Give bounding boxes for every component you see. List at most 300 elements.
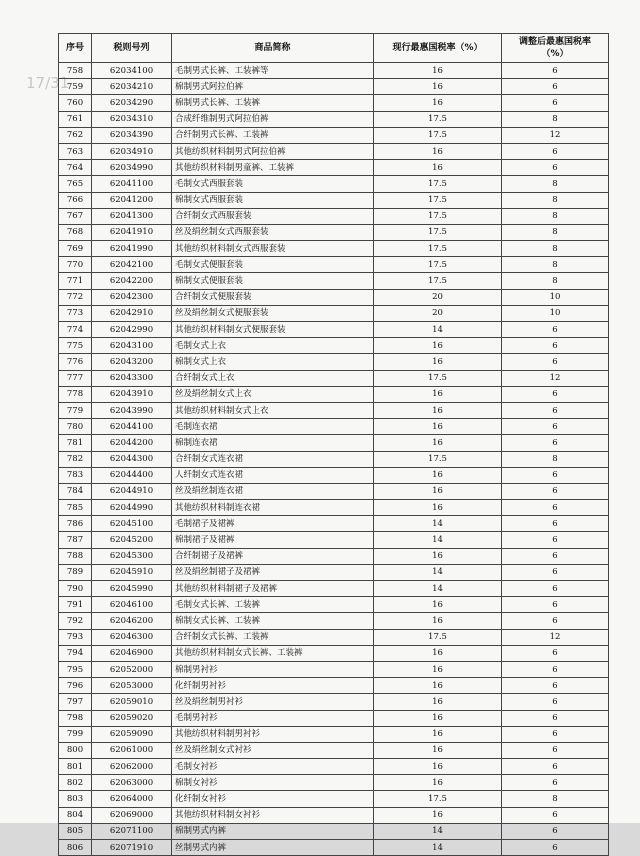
table-row (59, 79, 609, 95)
cell-adjusted-rate: 8 (502, 192, 609, 208)
cell-name: 棉制女式西服套装 (172, 192, 374, 208)
cell-seq: 773 (59, 305, 92, 321)
cell-current-rate: 16 (374, 338, 502, 354)
cell-code: 62041200 (92, 192, 172, 208)
table-row (59, 532, 609, 548)
cell-current-rate: 14 (374, 564, 502, 580)
table-row (59, 661, 609, 677)
cell-name: 人纤制女式连衣裙 (172, 467, 374, 483)
cell-seq: 760 (59, 95, 92, 111)
cell-name: 毛制男式长裤、工装裤等 (172, 63, 374, 79)
table-row (59, 840, 609, 856)
table-row (59, 710, 609, 726)
cell-adjusted-rate: 6 (502, 79, 609, 95)
cell-name: 其他纺织材料制女式上衣 (172, 402, 374, 418)
cell-code: 62041100 (92, 176, 172, 192)
cell-adjusted-rate: 6 (502, 63, 609, 79)
table-row (59, 694, 609, 710)
cell-seq: 759 (59, 79, 92, 95)
cell-seq: 804 (59, 807, 92, 823)
cell-current-rate: 16 (374, 726, 502, 742)
cell-code: 62045200 (92, 532, 172, 548)
cell-seq: 797 (59, 694, 92, 710)
cell-name: 毛制女衬衫 (172, 759, 374, 775)
table-row (59, 338, 609, 354)
table-row (59, 597, 609, 613)
cell-current-rate: 16 (374, 402, 502, 418)
table-row (59, 127, 609, 143)
cell-code: 62034310 (92, 111, 172, 127)
table-row (59, 629, 609, 645)
cell-seq: 799 (59, 726, 92, 742)
cell-name: 丝及绢丝制女式西服套装 (172, 224, 374, 240)
cell-adjusted-rate: 6 (502, 823, 609, 839)
cell-code: 62041910 (92, 224, 172, 240)
cell-code: 62041990 (92, 241, 172, 257)
cell-current-rate: 16 (374, 661, 502, 677)
cell-adjusted-rate: 6 (502, 564, 609, 580)
cell-current-rate: 16 (374, 759, 502, 775)
cell-adjusted-rate: 6 (502, 759, 609, 775)
cell-seq: 793 (59, 629, 92, 645)
cell-name: 丝及绢丝制女式便服套装 (172, 305, 374, 321)
cell-name: 毛制女式便服套装 (172, 257, 374, 273)
cell-code: 62045990 (92, 581, 172, 597)
cell-name: 化纤制男衬衫 (172, 678, 374, 694)
cell-seq: 777 (59, 370, 92, 386)
cell-code: 62046100 (92, 597, 172, 613)
header-code: 税则号列 (92, 34, 172, 63)
cell-current-rate: 16 (374, 483, 502, 499)
table-row (59, 63, 609, 79)
cell-current-rate: 16 (374, 160, 502, 176)
cell-adjusted-rate: 6 (502, 742, 609, 758)
cell-adjusted-rate: 12 (502, 370, 609, 386)
cell-name: 其他纺织材料制男童裤、工装裤 (172, 160, 374, 176)
cell-adjusted-rate: 6 (502, 483, 609, 499)
cell-seq: 806 (59, 840, 92, 856)
table-row (59, 176, 609, 192)
header-name: 商品简称 (172, 34, 374, 63)
cell-current-rate: 16 (374, 95, 502, 111)
cell-name: 棉制男衬衫 (172, 661, 374, 677)
table-row (59, 419, 609, 435)
cell-code: 62034910 (92, 143, 172, 159)
table-row (59, 645, 609, 661)
cell-code: 62045100 (92, 516, 172, 532)
cell-seq: 767 (59, 208, 92, 224)
table-row (59, 823, 609, 839)
cell-adjusted-rate: 6 (502, 548, 609, 564)
cell-current-rate: 16 (374, 548, 502, 564)
cell-adjusted-rate: 10 (502, 289, 609, 305)
cell-seq: 769 (59, 241, 92, 257)
cell-code: 62062000 (92, 759, 172, 775)
cell-code: 62034100 (92, 63, 172, 79)
cell-adjusted-rate: 8 (502, 451, 609, 467)
cell-adjusted-rate: 8 (502, 241, 609, 257)
cell-seq: 765 (59, 176, 92, 192)
table-row (59, 759, 609, 775)
cell-name: 棉制男式长裤、工装裤 (172, 95, 374, 111)
cell-adjusted-rate: 6 (502, 338, 609, 354)
cell-current-rate: 16 (374, 354, 502, 370)
table-row (59, 111, 609, 127)
cell-code: 62059010 (92, 694, 172, 710)
cell-seq: 764 (59, 160, 92, 176)
table-row (59, 257, 609, 273)
cell-adjusted-rate: 6 (502, 581, 609, 597)
table-row (59, 581, 609, 597)
cell-seq: 766 (59, 192, 92, 208)
cell-code: 62046300 (92, 629, 172, 645)
header-current-rate: 现行最惠国税率（%） (374, 34, 502, 63)
table-row (59, 241, 609, 257)
cell-name: 其他纺织材料制男衬衫 (172, 726, 374, 742)
cell-name: 丝制男式内裤 (172, 840, 374, 856)
cell-code: 62044990 (92, 500, 172, 516)
cell-code: 62044200 (92, 435, 172, 451)
table-row (59, 208, 609, 224)
cell-current-rate: 17.5 (374, 791, 502, 807)
cell-current-rate: 16 (374, 419, 502, 435)
table-row (59, 160, 609, 176)
table-row (59, 143, 609, 159)
header-adjusted-rate-line2: （%） (541, 49, 569, 59)
cell-name: 棉制女式上衣 (172, 354, 374, 370)
cell-code: 62071910 (92, 840, 172, 856)
table-row (59, 516, 609, 532)
cell-code: 62042200 (92, 273, 172, 289)
table-row (59, 548, 609, 564)
cell-current-rate: 17.5 (374, 224, 502, 240)
cell-adjusted-rate: 6 (502, 160, 609, 176)
cell-name: 其他纺织材料制女式西服套装 (172, 241, 374, 257)
cell-current-rate: 14 (374, 840, 502, 856)
cell-current-rate: 16 (374, 597, 502, 613)
cell-seq: 791 (59, 597, 92, 613)
cell-code: 62059090 (92, 726, 172, 742)
cell-seq: 795 (59, 661, 92, 677)
cell-current-rate: 14 (374, 532, 502, 548)
cell-current-rate: 17.5 (374, 629, 502, 645)
cell-code: 62041300 (92, 208, 172, 224)
cell-seq: 790 (59, 581, 92, 597)
cell-adjusted-rate: 6 (502, 694, 609, 710)
cell-seq: 775 (59, 338, 92, 354)
header-row (59, 34, 609, 63)
cell-code: 62044400 (92, 467, 172, 483)
cell-name: 棉制男式阿拉伯裤 (172, 79, 374, 95)
cell-code: 62059020 (92, 710, 172, 726)
cell-seq: 780 (59, 419, 92, 435)
cell-name: 毛制女式上衣 (172, 338, 374, 354)
cell-adjusted-rate: 6 (502, 435, 609, 451)
cell-code: 62044100 (92, 419, 172, 435)
table-row (59, 775, 609, 791)
cell-current-rate: 17.5 (374, 241, 502, 257)
cell-current-rate: 17.5 (374, 176, 502, 192)
cell-name: 棉制裙子及裙裤 (172, 532, 374, 548)
table-row (59, 435, 609, 451)
cell-name: 合纤制女式上衣 (172, 370, 374, 386)
cell-code: 62043910 (92, 386, 172, 402)
cell-adjusted-rate: 6 (502, 516, 609, 532)
header-adjusted-rate (502, 34, 609, 63)
header-adjusted-rate-line1: 调整后最惠国税率 (518, 37, 591, 47)
cell-code: 62042100 (92, 257, 172, 273)
cell-current-rate: 16 (374, 500, 502, 516)
cell-seq: 800 (59, 742, 92, 758)
cell-adjusted-rate: 6 (502, 532, 609, 548)
cell-seq: 786 (59, 516, 92, 532)
cell-seq: 774 (59, 322, 92, 338)
cell-code: 62071100 (92, 823, 172, 839)
cell-current-rate: 14 (374, 823, 502, 839)
cell-adjusted-rate: 6 (502, 613, 609, 629)
cell-code: 62034210 (92, 79, 172, 95)
cell-name: 其他纺织材料制女式便服套装 (172, 322, 374, 338)
cell-adjusted-rate: 8 (502, 224, 609, 240)
cell-seq: 805 (59, 823, 92, 839)
cell-seq: 803 (59, 791, 92, 807)
cell-name: 其他纺织材料制女衬衫 (172, 807, 374, 823)
cell-adjusted-rate: 8 (502, 273, 609, 289)
cell-adjusted-rate: 8 (502, 257, 609, 273)
cell-name: 合纤制女式西服套装 (172, 208, 374, 224)
cell-name: 毛制女式长裤、工装裤 (172, 597, 374, 613)
table-row (59, 678, 609, 694)
cell-seq: 784 (59, 483, 92, 499)
cell-adjusted-rate: 6 (502, 840, 609, 856)
cell-seq: 772 (59, 289, 92, 305)
cell-current-rate: 16 (374, 143, 502, 159)
cell-current-rate: 14 (374, 322, 502, 338)
cell-adjusted-rate: 8 (502, 791, 609, 807)
table-row (59, 726, 609, 742)
cell-adjusted-rate: 6 (502, 419, 609, 435)
cell-name: 丝及绢丝制男衬衫 (172, 694, 374, 710)
cell-current-rate: 17.5 (374, 208, 502, 224)
cell-seq: 763 (59, 143, 92, 159)
cell-name: 其他纺织材料制连衣裙 (172, 500, 374, 516)
cell-name: 棉制连衣裙 (172, 435, 374, 451)
table-row (59, 500, 609, 516)
cell-current-rate: 17.5 (374, 127, 502, 143)
cell-current-rate: 16 (374, 467, 502, 483)
page-indicator: 17/31 (26, 74, 70, 92)
cell-code: 62063000 (92, 775, 172, 791)
cell-adjusted-rate: 6 (502, 322, 609, 338)
cell-name: 合纤制男式长裤、工装裤 (172, 127, 374, 143)
cell-code: 62042990 (92, 322, 172, 338)
cell-seq: 762 (59, 127, 92, 143)
cell-seq: 779 (59, 402, 92, 418)
cell-current-rate: 16 (374, 79, 502, 95)
cell-seq: 788 (59, 548, 92, 564)
cell-current-rate: 16 (374, 710, 502, 726)
cell-name: 棉制女衬衫 (172, 775, 374, 791)
cell-name: 合纤制女式连衣裙 (172, 451, 374, 467)
cell-code: 62044910 (92, 483, 172, 499)
table-row (59, 483, 609, 499)
cell-adjusted-rate: 8 (502, 176, 609, 192)
cell-code: 62061000 (92, 742, 172, 758)
cell-code: 62046200 (92, 613, 172, 629)
cell-adjusted-rate: 10 (502, 305, 609, 321)
table-row (59, 273, 609, 289)
table-row (59, 807, 609, 823)
cell-name: 其他纺织材料制男式阿拉伯裤 (172, 143, 374, 159)
cell-name: 棉制女式便服套装 (172, 273, 374, 289)
cell-code: 62069000 (92, 807, 172, 823)
cell-adjusted-rate: 6 (502, 710, 609, 726)
cell-seq: 768 (59, 224, 92, 240)
cell-current-rate: 16 (374, 63, 502, 79)
table-row (59, 564, 609, 580)
cell-current-rate: 17.5 (374, 111, 502, 127)
cell-adjusted-rate: 6 (502, 386, 609, 402)
cell-code: 62034990 (92, 160, 172, 176)
cell-adjusted-rate: 6 (502, 807, 609, 823)
cell-current-rate: 16 (374, 645, 502, 661)
cell-seq: 770 (59, 257, 92, 273)
cell-name: 其他纺织材料制女式长裤、工装裤 (172, 645, 374, 661)
cell-adjusted-rate: 6 (502, 95, 609, 111)
cell-adjusted-rate: 12 (502, 127, 609, 143)
tariff-table (58, 33, 609, 856)
cell-adjusted-rate: 12 (502, 629, 609, 645)
table-row (59, 742, 609, 758)
table-row (59, 791, 609, 807)
table-row (59, 95, 609, 111)
cell-current-rate: 16 (374, 807, 502, 823)
cell-name: 毛制裙子及裙裤 (172, 516, 374, 532)
table-row (59, 322, 609, 338)
cell-name: 丝及绢丝制女式上衣 (172, 386, 374, 402)
cell-code: 62064000 (92, 791, 172, 807)
cell-name: 丝及绢丝制女式衬衫 (172, 742, 374, 758)
cell-adjusted-rate: 8 (502, 111, 609, 127)
cell-code: 62034390 (92, 127, 172, 143)
cell-current-rate: 17.5 (374, 451, 502, 467)
cell-name: 棉制女式长裤、工装裤 (172, 613, 374, 629)
table-row (59, 370, 609, 386)
cell-code: 62045300 (92, 548, 172, 564)
cell-name: 棉制男式内裤 (172, 823, 374, 839)
cell-code: 62044300 (92, 451, 172, 467)
cell-seq: 801 (59, 759, 92, 775)
cell-code: 62052000 (92, 661, 172, 677)
cell-seq: 798 (59, 710, 92, 726)
cell-code: 62034290 (92, 95, 172, 111)
cell-code: 62042300 (92, 289, 172, 305)
cell-name: 毛制男衬衫 (172, 710, 374, 726)
cell-current-rate: 16 (374, 435, 502, 451)
table-row (59, 451, 609, 467)
cell-seq: 789 (59, 564, 92, 580)
cell-seq: 781 (59, 435, 92, 451)
cell-current-rate: 16 (374, 613, 502, 629)
cell-adjusted-rate: 6 (502, 143, 609, 159)
cell-seq: 794 (59, 645, 92, 661)
cell-current-rate: 16 (374, 742, 502, 758)
cell-code: 62042910 (92, 305, 172, 321)
cell-seq: 771 (59, 273, 92, 289)
cell-current-rate: 20 (374, 305, 502, 321)
cell-current-rate: 17.5 (374, 273, 502, 289)
cell-seq: 778 (59, 386, 92, 402)
table-row (59, 354, 609, 370)
cell-seq: 802 (59, 775, 92, 791)
cell-current-rate: 16 (374, 775, 502, 791)
cell-seq: 783 (59, 467, 92, 483)
cell-current-rate: 20 (374, 289, 502, 305)
cell-seq: 761 (59, 111, 92, 127)
cell-code: 62043990 (92, 402, 172, 418)
cell-seq: 776 (59, 354, 92, 370)
cell-seq: 782 (59, 451, 92, 467)
cell-name: 丝及绢丝制裙子及裙裤 (172, 564, 374, 580)
cell-name: 合成纤维制男式阿拉伯裤 (172, 111, 374, 127)
cell-seq: 785 (59, 500, 92, 516)
cell-adjusted-rate: 6 (502, 354, 609, 370)
cell-seq: 787 (59, 532, 92, 548)
table-row (59, 224, 609, 240)
cell-code: 62045910 (92, 564, 172, 580)
table-row (59, 386, 609, 402)
cell-current-rate: 17.5 (374, 192, 502, 208)
cell-current-rate: 17.5 (374, 257, 502, 273)
cell-name: 毛制女式西服套装 (172, 176, 374, 192)
cell-seq: 792 (59, 613, 92, 629)
cell-current-rate: 16 (374, 694, 502, 710)
cell-current-rate: 16 (374, 386, 502, 402)
cell-name: 其他纺织材料制裙子及裙裤 (172, 581, 374, 597)
cell-adjusted-rate: 8 (502, 208, 609, 224)
table-row (59, 402, 609, 418)
cell-code: 62043100 (92, 338, 172, 354)
cell-name: 化纤制女衬衫 (172, 791, 374, 807)
cell-adjusted-rate: 6 (502, 726, 609, 742)
cell-seq: 758 (59, 63, 92, 79)
cell-adjusted-rate: 6 (502, 661, 609, 677)
cell-code: 62053000 (92, 678, 172, 694)
cell-adjusted-rate: 6 (502, 678, 609, 694)
cell-seq: 796 (59, 678, 92, 694)
table-row (59, 192, 609, 208)
cell-code: 62046900 (92, 645, 172, 661)
table-row (59, 467, 609, 483)
cell-current-rate: 14 (374, 581, 502, 597)
cell-adjusted-rate: 6 (502, 467, 609, 483)
cell-code: 62043300 (92, 370, 172, 386)
cell-code: 62043200 (92, 354, 172, 370)
cell-current-rate: 17.5 (374, 370, 502, 386)
table-row (59, 305, 609, 321)
table-body (59, 63, 609, 856)
cell-current-rate: 14 (374, 516, 502, 532)
cell-name: 合纤制裙子及裙裤 (172, 548, 374, 564)
cell-name: 毛制连衣裙 (172, 419, 374, 435)
cell-adjusted-rate: 6 (502, 775, 609, 791)
cell-current-rate: 16 (374, 678, 502, 694)
table-row (59, 613, 609, 629)
cell-adjusted-rate: 6 (502, 402, 609, 418)
table-row (59, 289, 609, 305)
cell-name: 合纤制女式长裤、工装裤 (172, 629, 374, 645)
cell-name: 丝及绢丝制连衣裙 (172, 483, 374, 499)
